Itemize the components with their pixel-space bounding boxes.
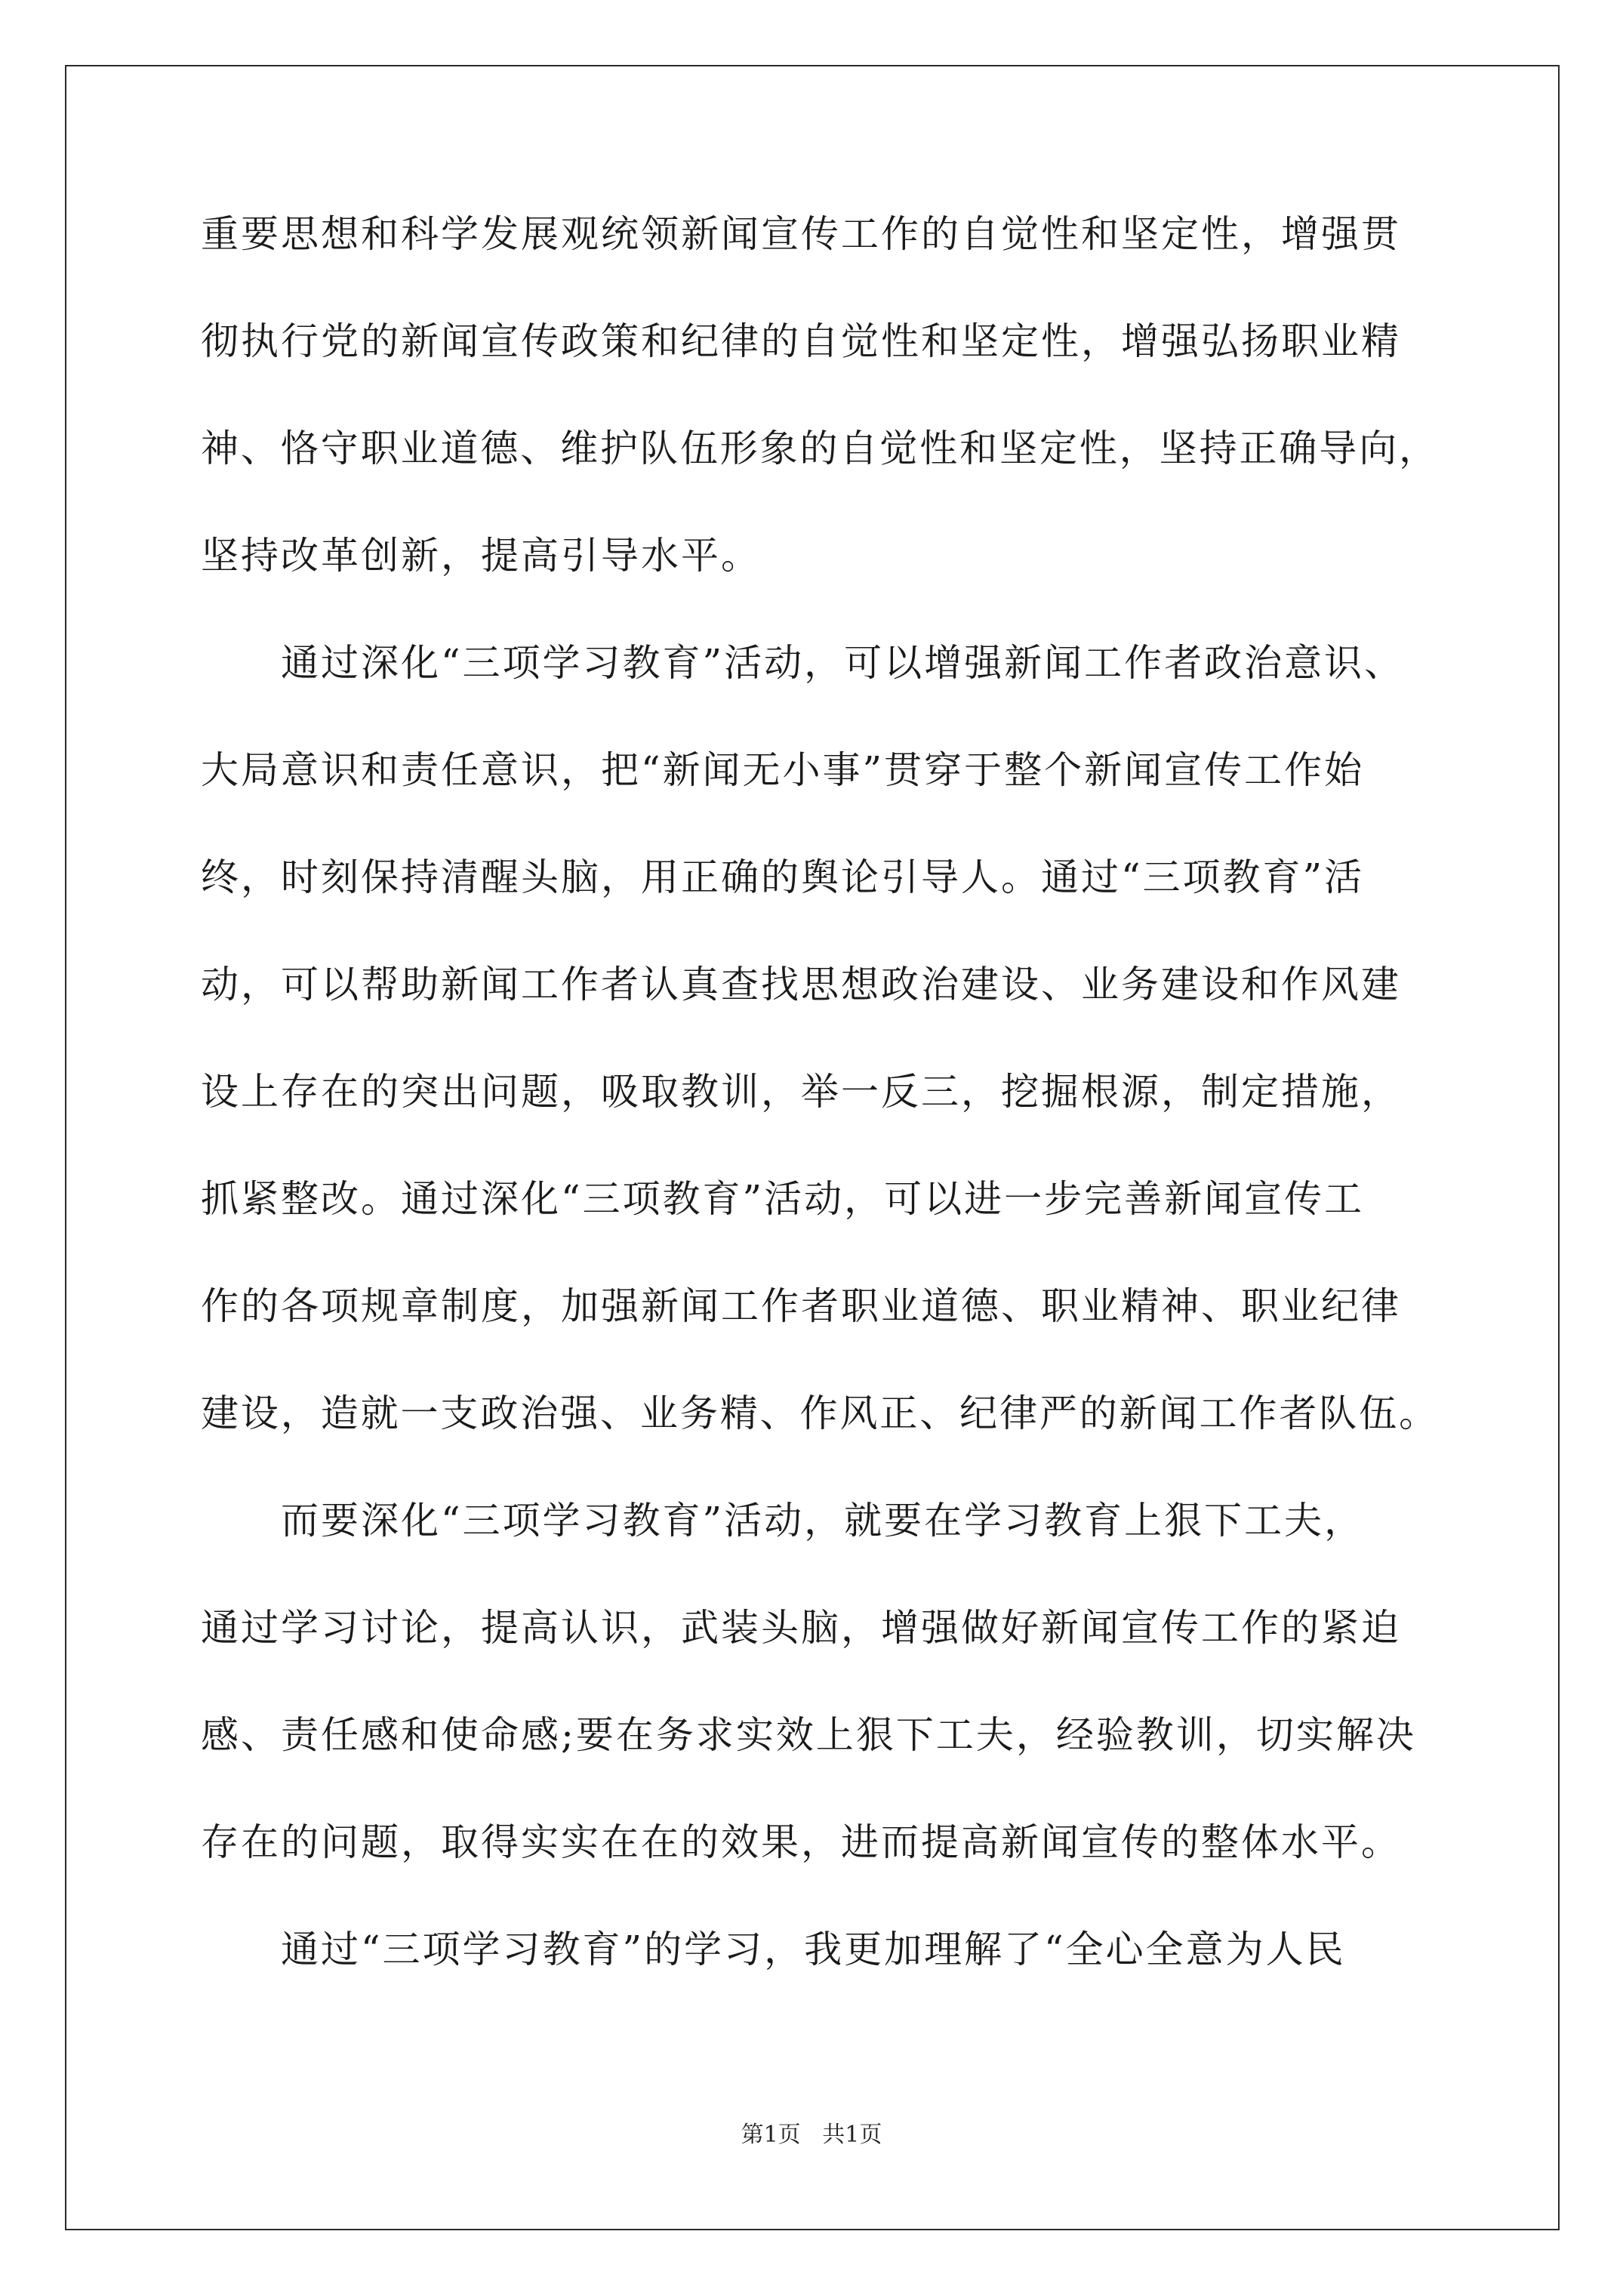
- text-line: 神、恪守职业道德、维护队伍形象的自觉性和坚定性，坚持正确导向，: [201, 427, 1439, 470]
- text-line: 坚持改革创新，提高引导水平。: [201, 534, 761, 578]
- text-line: 感、责任感和使命感;要在务求实效上狠下工夫，经验教训，切实解决: [201, 1713, 1416, 1757]
- text-line: 设上存在的突出问题，吸取教训，举一反三，挖掘根源，制定措施，: [201, 1070, 1401, 1114]
- text-line: 作的各项规章制度，加强新闻工作者职业道德、职业精神、职业纪律: [201, 1284, 1401, 1328]
- text-line: 建设，造就一支政治强、业务精、作风正、纪律严的新闻工作者队伍。: [201, 1391, 1439, 1435]
- text-line: 动，可以帮助新闻工作者认真查找思想政治建设、业务建设和作风建: [201, 963, 1401, 1006]
- paragraph-first-line: 通过“三项学习教育”的学习，我更加理解了“全心全意为人民: [281, 1928, 1346, 1971]
- text-line: 抓紧整改。通过深化“三项教育”活动，可以进一步完善新闻宣传工: [201, 1177, 1365, 1221]
- text-line: 大局意识和责任意识，把“新闻无小事”贯穿于整个新闻宣传工作始: [201, 748, 1365, 792]
- text-line: 终，时刻保持清醒头脑，用正确的舆论引导人。通过“三项教育”活: [201, 855, 1365, 899]
- page-border: [65, 65, 1560, 2230]
- paragraph-first-line: 通过深化“三项学习教育”活动，可以增强新闻工作者政治意识、: [281, 641, 1405, 685]
- text-line: 通过学习讨论，提高认识，武装头脑，增强做好新闻宣传工作的紧迫: [201, 1606, 1401, 1650]
- text-line: 彻执行党的新闻宣传政策和纪律的自觉性和坚定性，增强弘扬职业精: [201, 319, 1401, 363]
- paragraph-first-line: 而要深化“三项学习教育”活动，就要在学习教育上狠下工夫，: [281, 1499, 1365, 1542]
- text-line: 重要思想和科学发展观统领新闻宣传工作的自觉性和坚定性，增强贯: [201, 212, 1401, 256]
- text-line: 存在的问题，取得实实在在的效果，进而提高新闻宣传的整体水平。: [201, 1820, 1401, 1864]
- page-footer: 第1页 共1页: [741, 2122, 882, 2148]
